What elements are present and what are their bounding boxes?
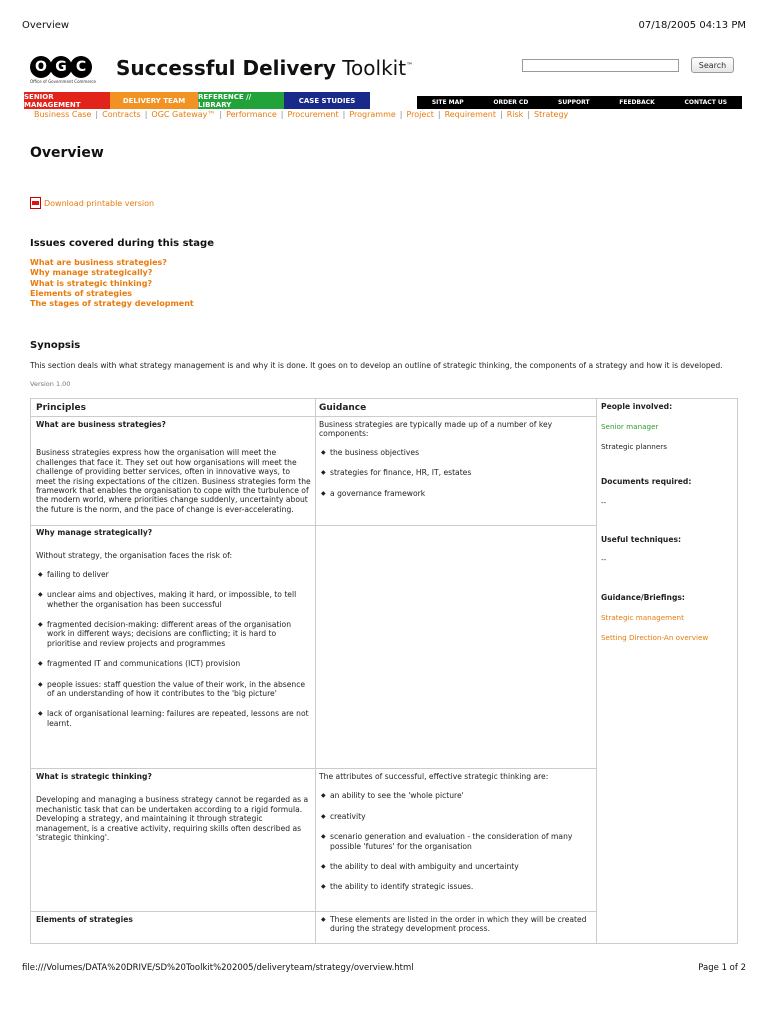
guidance-intro: The attributes of successful, effective strategic thinking are: [319,772,549,781]
footer-page-number: Page 1 of 2 [698,963,746,973]
risk-item: ◆ fragmented IT and communications (ICT) provision [36,659,311,668]
column-header-principles: Principles [36,403,86,413]
utility-nav [417,96,742,109]
techniques-heading: Useful techniques: [601,535,682,545]
issue-link[interactable]: Why manage strategically? [30,268,153,278]
principle-intro: Without strategy, the organisation faces the risk of: [36,551,233,561]
risk-item: ◆ failing to deliver [36,570,311,579]
synopsis-heading: Synopsis [30,340,81,351]
principle-cell [36,915,311,943]
guidance-item: ◆ the ability to deal with ambiguity and uncertainty [319,862,591,871]
principle-heading: What are business strategies? [36,420,166,429]
trademark-mark: ™ [406,61,414,70]
logo-letter: O [30,56,52,78]
people-heading: People involved: [601,402,673,411]
nav-reference-library[interactable]: REFERENCE // LIBRARY [198,92,284,109]
risk-item: ◆ fragmented decision-making: different areas of the organisation work in different ways; decisions are conflicting; it is hard to prioritise and review projects and programmes [36,620,311,648]
logo-letter: C [70,56,92,78]
page-title: Overview [30,145,104,161]
nav-site-map[interactable]: SITE MAP [431,99,464,106]
subnav-link[interactable]: Performance [226,110,277,119]
primary-nav [24,92,370,109]
nav-feedback[interactable]: FEEDBACK [619,99,655,106]
nav-case-studies[interactable]: CASE STUDIES [284,92,370,109]
principle-body: Developing and managing a business strategy cannot be regarded as a mechanistic task that can be undertaken according to a rigid formula. Developing a strategy, and maintaining it through strategic management, is a creative activity, requiring skills often described as 'strategic thinking'. [36,795,309,843]
risk-item: ◆ lack of organisational learning: failures are repeated, lessons are not learnt. [36,709,311,728]
nav-delivery-team[interactable]: DELIVERY TEAM [110,92,198,109]
logo-letter: G [50,56,72,78]
issue-link[interactable]: What are business strategies? [30,258,167,267]
logo-subtitle: Office of Government Commerce [30,79,97,84]
guidance-item: ◆ an ability to see the 'whole picture' [319,791,591,800]
subnav-link[interactable]: Procurement [287,110,339,119]
principle-heading: Why manage strategically? [36,528,153,537]
print-header-title: Overview [22,20,70,31]
subnav-link[interactable]: Programme [349,110,396,119]
guidance-cell [319,772,591,910]
people-item: Strategic planners [601,441,667,451]
ogc-logo[interactable] [30,56,102,84]
techniques-value: -- [601,555,607,565]
guidance-cell [319,915,591,943]
nav-contact-us[interactable]: CONTACT US [684,99,728,106]
guidance-cell [319,420,591,524]
principle-cell [36,528,311,766]
principle-heading: Elements of strategies [36,915,133,924]
download-label: Download printable version [44,198,155,208]
subnav-link[interactable]: Project [406,110,434,119]
site-title-bold: Successful Delivery [116,56,336,80]
nav-support[interactable]: SUPPORT [558,99,590,106]
print-header [22,20,746,34]
footer-url: file:///Volumes/DATA%20DRIVE/SD%20Toolkit%202005/deliveryteam/strategy/overview.html [22,963,414,973]
principle-cell [36,420,311,524]
risk-item: ◆ people issues: staff question the value of their work, in the absence of an understanding of how it contributes to the 'big picture' [36,680,311,699]
version-label: Version 1.00 [30,380,71,388]
download-printable-link[interactable] [30,197,154,209]
issue-link[interactable]: What is strategic thinking? [30,278,153,288]
nav-order-cd[interactable]: ORDER CD [493,99,529,106]
documents-value: -- [601,497,607,507]
column-header-guidance: Guidance [319,403,367,413]
guidance-item: ◆ scenario generation and evaluation - the consideration of many possible 'futures' for the organisation [319,832,591,851]
guidance-intro: Business strategies are typically made up of a number of key components: [319,420,553,439]
issues-list [30,258,194,309]
subnav-link[interactable]: Risk [506,110,524,119]
guidance-item: ◆ These elements are listed in the order in which they will be created during the strategy development process. [319,915,591,934]
guidance-link[interactable]: Setting Direction-An overview [601,632,709,642]
principle-body: Business strategies express how the organisation will meet the challenges that face it. They set out how organisations will meet the challenge of providing better services, often in innovative ways, to meet the rising expectations of the citizen. Business strategies form the framework that enables the organisation to cope with the turbulence of the modern world, where priorities change suddenly, uncertainty about the future is the norm, and the pace of change is ever-accelerating. [36,448,311,514]
principle-heading: What is strategic thinking? [36,772,152,781]
search-button[interactable]: Search [691,57,734,73]
sub-nav: Business Case | Contracts | OGC Gateway™ | Performance | Procurement | Programme | Project | Requirement | Risk | Strategy [34,110,569,119]
print-footer [22,963,746,977]
guidance-briefings-heading: Guidance/Briefings: [601,592,685,602]
subnav-link[interactable]: Requirement [444,110,497,119]
issue-link[interactable]: The stages of strategy development [30,299,194,309]
content-table [30,398,738,944]
guidance-item: ◆ creativity [319,812,591,821]
guidance-link[interactable]: Strategic management [601,613,684,623]
guidance-item: ◆ the ability to identify strategic issues. [319,882,591,891]
pdf-icon [30,197,41,209]
guidance-item: ◆ strategies for finance, HR, IT, estates [319,468,591,477]
documents-heading: Documents required: [601,477,692,487]
principle-cell [36,772,311,910]
site-title-plain: Toolkit [342,56,407,80]
issues-heading: Issues covered during this stage [30,238,214,249]
synopsis-text: This section deals with what strategy management is and why it is done. It goes on to develop an outline of strategic thinking, the components of a strategy and how it is developed. [30,361,723,370]
people-link-senior-manager[interactable]: Senior manager [601,422,659,432]
issue-link[interactable]: Elements of strategies [30,288,133,298]
site-title [116,56,413,80]
subnav-link[interactable]: Contracts [102,110,141,119]
guidance-item: ◆ a governance framework [319,489,591,498]
risk-item: ◆ unclear aims and objectives, making it hard, or impossible, to tell whether the organisation has been successful [36,590,311,609]
subnav-link[interactable]: Business Case [34,110,92,119]
print-header-datetime: 07/18/2005 04:13 PM [638,20,746,31]
subnav-link[interactable]: OGC Gateway™ [151,110,216,119]
subnav-link[interactable]: Strategy [534,110,569,119]
side-panel [601,402,735,702]
nav-senior-management[interactable]: SENIOR MANAGEMENT [24,92,110,109]
guidance-item: ◆ the business objectives [319,448,591,457]
search-input[interactable] [522,59,679,72]
